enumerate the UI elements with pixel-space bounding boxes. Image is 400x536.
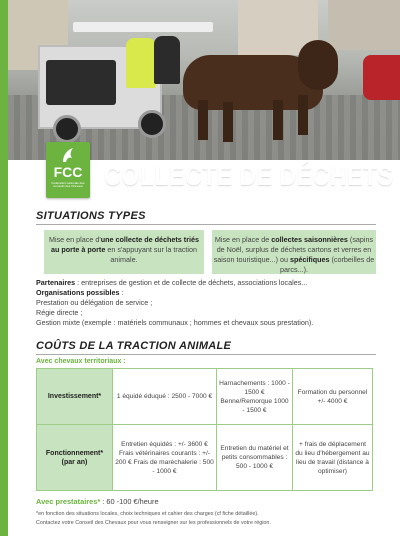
couts-divider (36, 354, 376, 355)
organisation-line: Gestion mixte (exemple : matériels communaux ; hommes et chevaux sous prestation). (36, 318, 314, 327)
footnote-contact: Contactez votre Conseil des Chevaux pour vous renseigner sur les professionnels de votre région. (36, 520, 271, 526)
organisations-label: Organisations possibles : (36, 288, 124, 297)
row-label-fonctionnement: Fonctionnement* (par an) (37, 425, 113, 491)
footnote: *en fonction des situations locales, choix techniques et cahier des charges (cf fiche détaillée). (36, 511, 259, 517)
logo-subtitle: Fédération nationale des Conseils des Chevaux (51, 181, 85, 188)
logo-acronym: FCC (53, 164, 83, 180)
organisation-line: Régie directe ; (36, 308, 83, 317)
left-green-bar (0, 0, 8, 536)
table-cell: Entretien équidés : +/- 3600 € Frais vétérinaires courants : +/- 200 € Frais de maréchalerie : 500 - 1000 € (113, 425, 217, 491)
situations-heading: SITUATIONS TYPES (36, 210, 146, 222)
situation-box-left: Mise en place d'une collecte de déchets triés au porte à porte en s'appuyant sur la traction animale. (44, 230, 204, 274)
costs-table (36, 368, 373, 491)
organisation-line: Prestation ou délégation de service ; (36, 298, 153, 307)
situation-box-right: Mise en place de collectes saisonnières (sapins de Noël, surplus de déchets cartons et verres en saison touristique...) ou spécifiques (corbeilles de parcs...). (212, 230, 376, 274)
situations-divider (36, 224, 376, 225)
table-row (37, 425, 373, 491)
table-cell: Harnachements : 1000 - 1500 € Benne/Remorque 1000 - 1500 € (217, 369, 293, 425)
table-cell: 1 équidé éduqué : 2500 - 7000 € (113, 369, 217, 425)
prestataires-line: Avec prestataires* : 60 -100 €/heure (36, 497, 159, 506)
couts-heading: COÛTS DE LA TRACTION ANIMALE (36, 340, 232, 352)
table-row (37, 369, 373, 425)
table-cell: Formation du personnel +/- 4000 € (293, 369, 373, 425)
partenaires-text: Partenaires : entreprises de gestion et de collecte de déchets, associations locales... (36, 278, 308, 287)
table-cell: Entretien du matériel et petits consommables : 500 - 1000 € (217, 425, 293, 491)
page-title: COLLECTE DE DÉCHETS (104, 161, 394, 191)
row-label-investissement: Investissement* (37, 369, 113, 425)
header-photo (8, 0, 400, 160)
couts-subheading: Avec chevaux territoriaux : (36, 358, 126, 365)
fcc-logo (46, 142, 90, 198)
horse-logo-icon (60, 146, 76, 164)
photo-credit (0, 337, 1, 382)
table-cell: + frais de déplacement du lieu d'hébergement au lieu de travail (distance à optimiser) (293, 425, 373, 491)
